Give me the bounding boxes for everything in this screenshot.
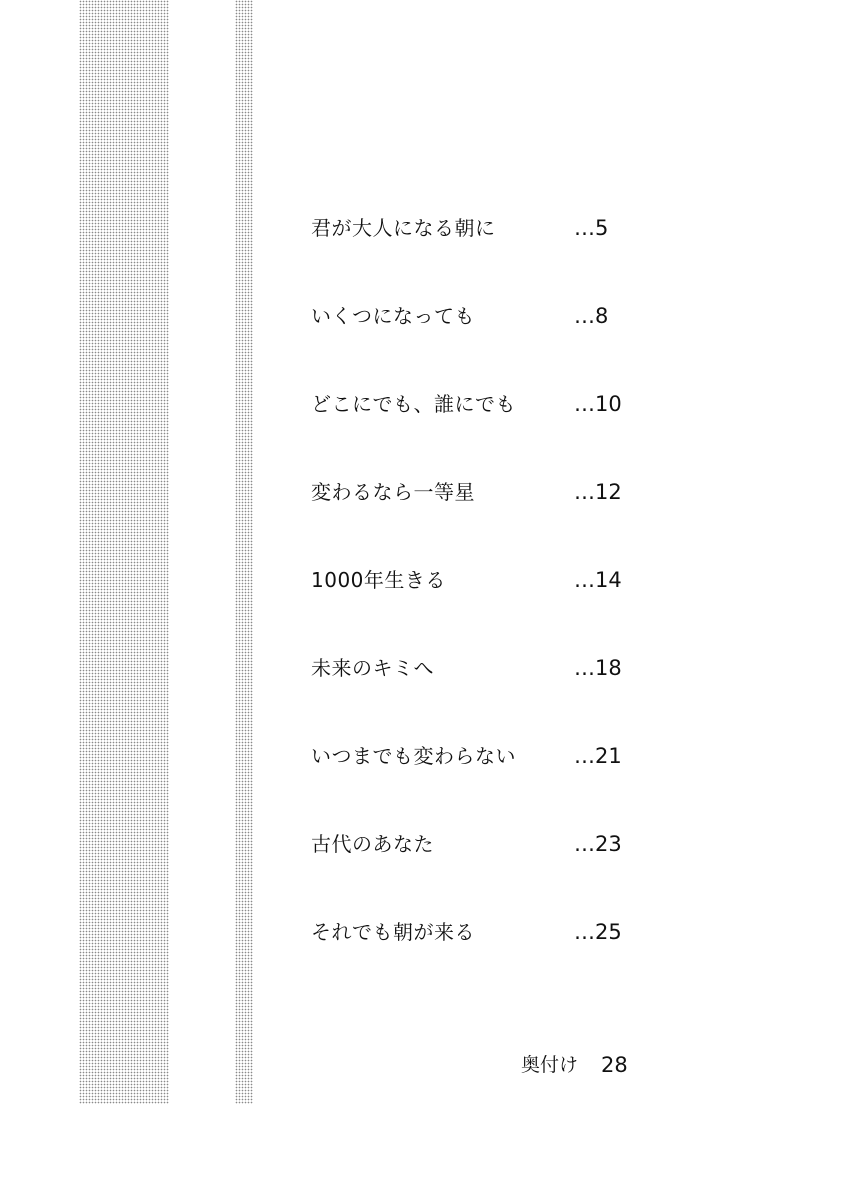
toc-entry [311,389,641,419]
toc-entry-page: …25 [574,920,622,944]
toc-entry [311,301,641,331]
toc-entry [311,477,641,507]
toc-entry-page: …14 [574,568,622,592]
toc-entry-title: 1000年生きる [311,568,446,592]
toc-entry-page: …8 [574,304,609,328]
toc-entry [311,213,641,243]
toc-entry-title: いくつになっても [311,304,475,328]
toc-entry-title: どこにでも、誰にでも [311,392,516,416]
toc-entry [311,741,641,771]
toc-entry-page: …21 [574,744,622,768]
toc-entry-title: 変わるなら一等星 [311,480,475,504]
toc-entry-page: …12 [574,480,622,504]
toc-entry-title: それでも朝が来る [311,920,475,944]
toc-entry [311,653,641,683]
toc-entry-title: いつまでも変わらない [311,744,516,768]
toc-entry-title: 古代のあなた [311,832,434,856]
colophon-page: 28 [601,1053,628,1077]
toc-entry [311,829,641,859]
toc-entry [311,565,641,595]
colophon-label: 奥付け [521,1054,579,1076]
toc-entry-title: 君が大人になる朝に [311,216,496,240]
toc-entry-page: …18 [574,656,622,680]
toc-entry-title: 未来のキミへ [311,656,434,680]
toc-entry-page: …10 [574,392,622,416]
toc-entry-page: …23 [574,832,622,856]
colophon-entry [521,1050,641,1080]
toc-entry-page: …5 [574,216,609,240]
toc-entry [311,917,641,947]
